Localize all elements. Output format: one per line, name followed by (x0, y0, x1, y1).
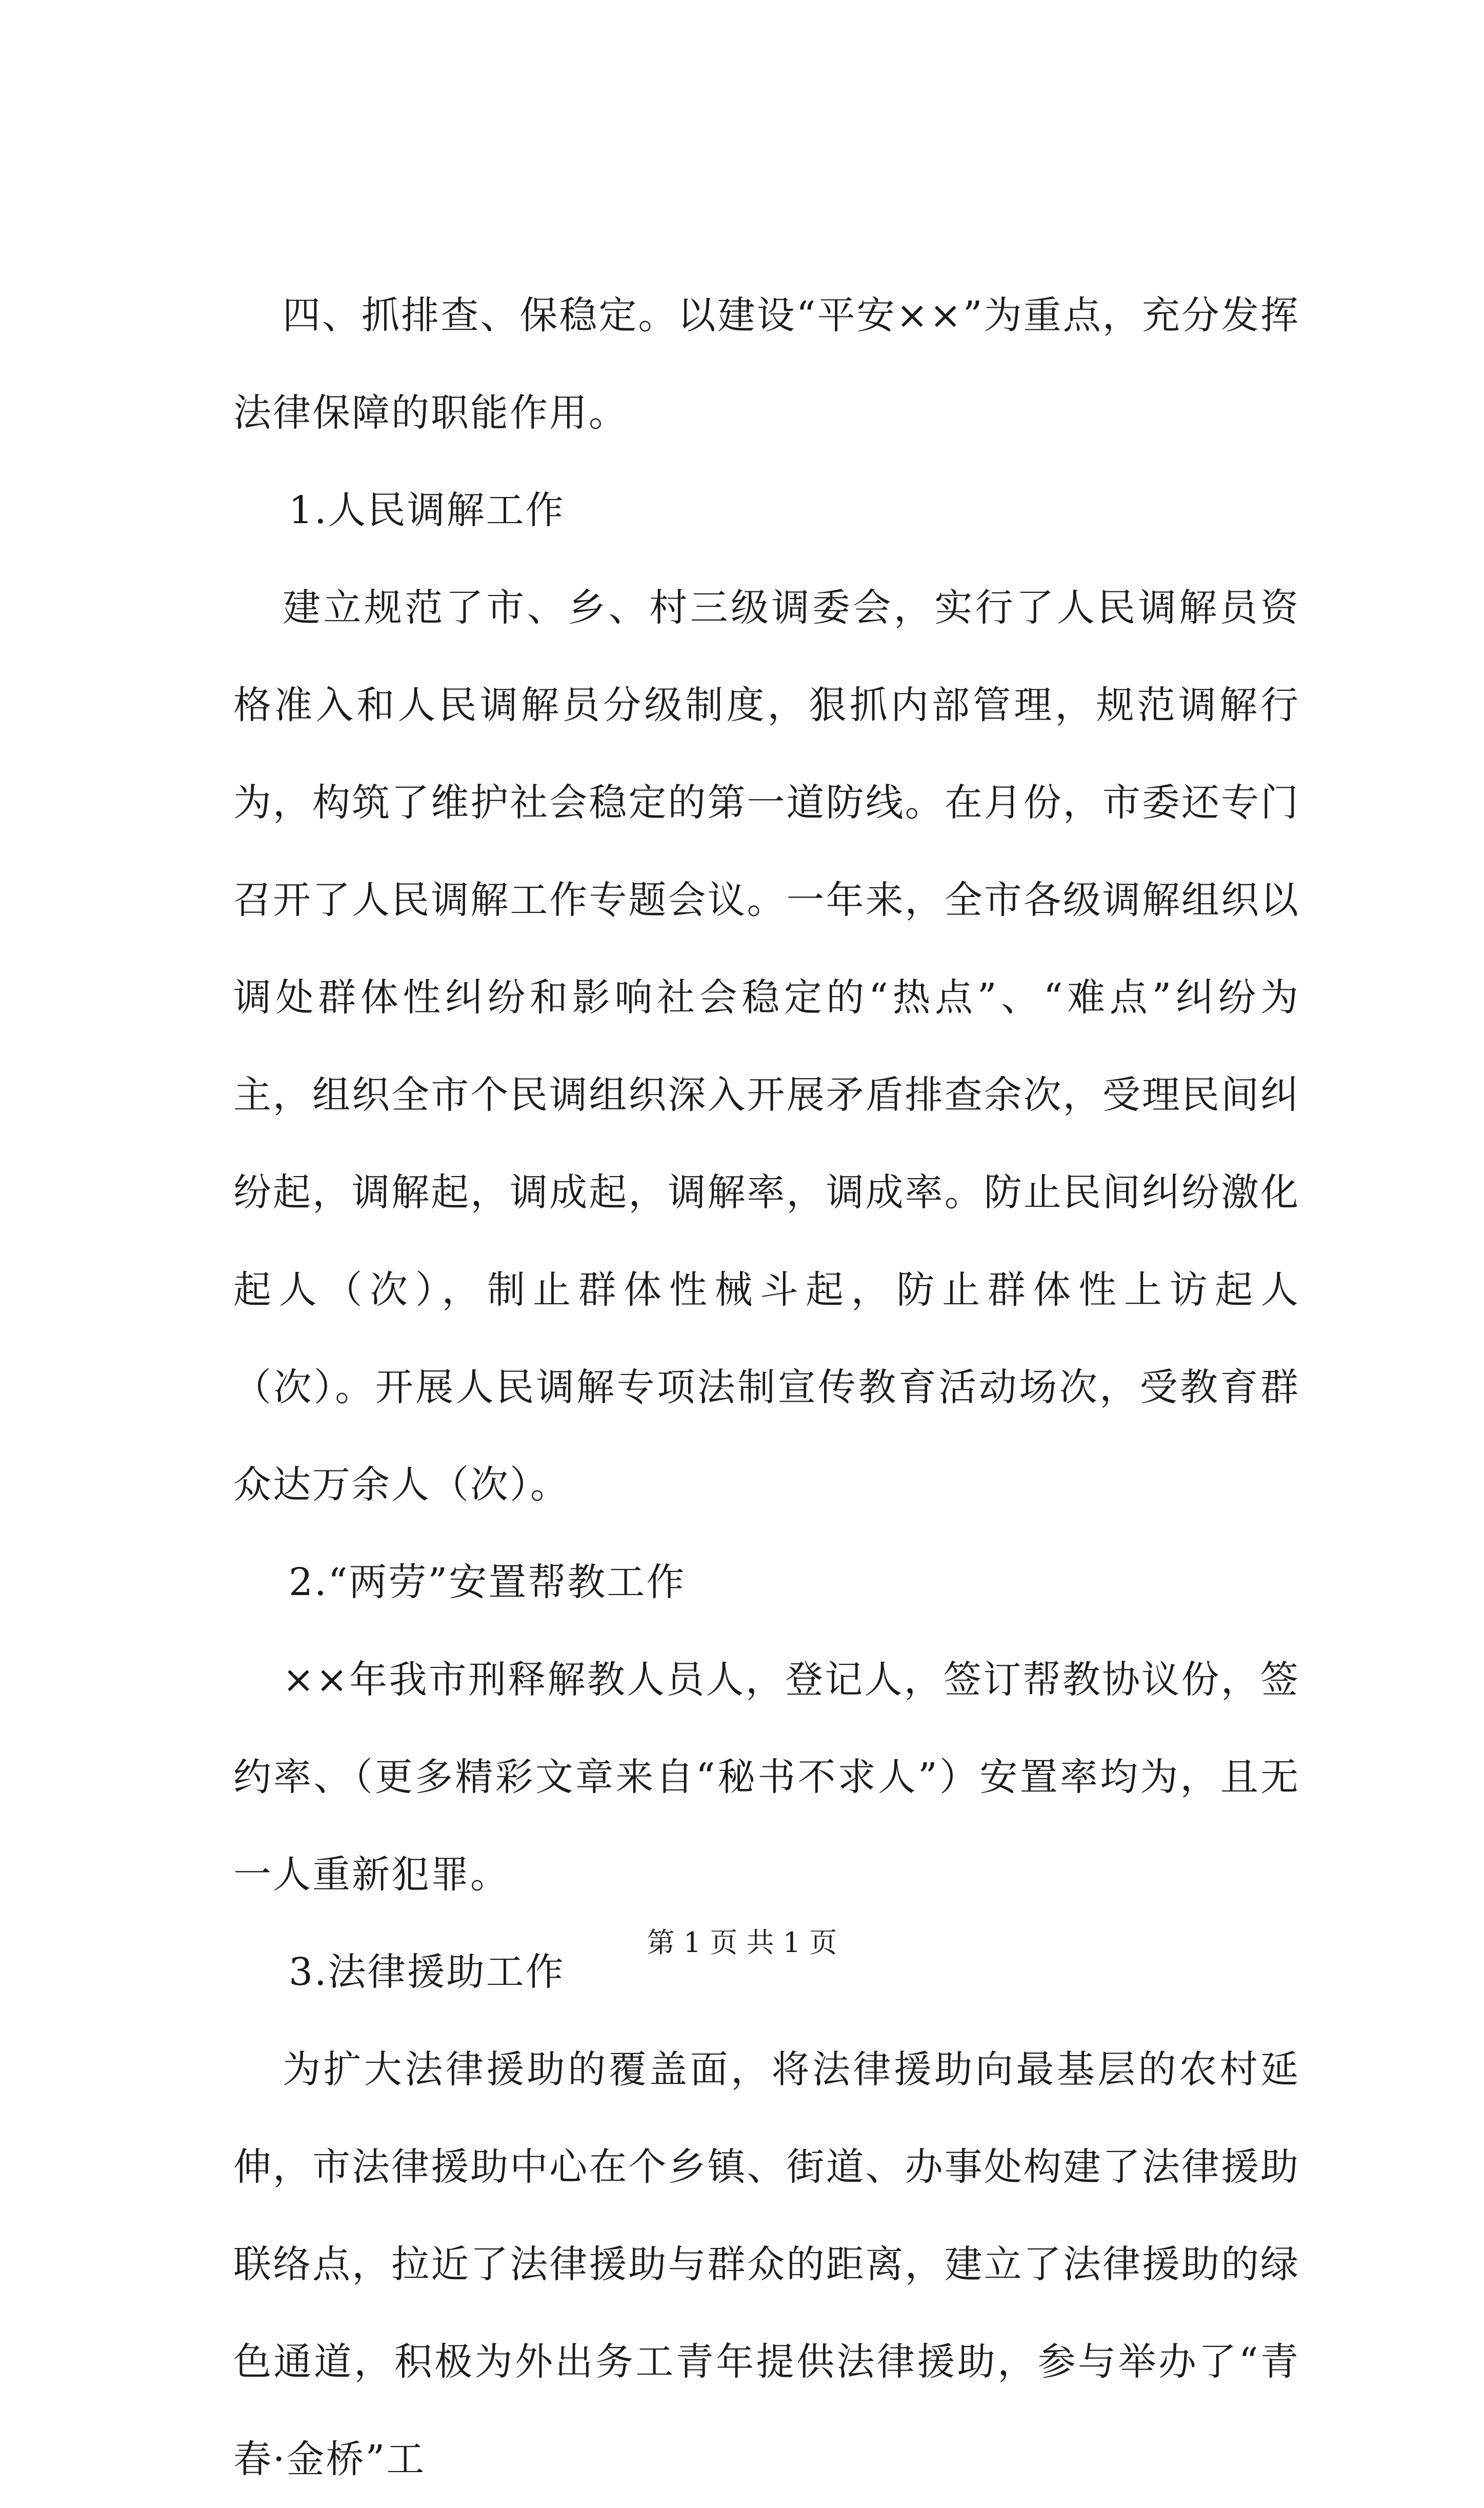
subsection-heading-resettlement: 2.“两劳”安置帮教工作 (289, 1560, 686, 1604)
page-number-footer: 第 1 页 共 1 页 (647, 1926, 837, 1959)
subsection-heading-legal-aid: 3.法律援助工作 (289, 1950, 565, 1994)
subsection-body-legal-aid: 为扩大法律援助的覆盖面，将法律援助向最基层的农村延伸，市法律援助中心在个乡镇、街道、办事处构建了法律援助联络点，拉近了法律援助与群众的距离，建立了法律援助的绿色通道，积极为外出务工青年提供法律援助，参与举办了“青春·金桥”工 (233, 2047, 1300, 2481)
subsection-body-mediation: 建立规范了市、乡、村三级调委会，实行了人民调解员资格准入和人民调解员分级制度，狠抓内部管理，规范调解行为，构筑了维护社会稳定的第一道防线。在月份，市委还专门召开了人民调解工作专题会议。一年来，全市各级调解组织以调处群体性纠纷和影响社会稳定的“热点”、“难点”纠纷为主，组织全市个民调组织深入开展矛盾排查余次，受理民间纠纷起，调解起，调成起，调解率，调成率。防止民间纠纷激化起人（次），制止群体性械斗起，防止群体性上访起人（次）。开展人民调解专项法制宣传教育活动场次，受教育群众达万余人（次）。 (233, 586, 1300, 1507)
subsection-heading-mediation: 1.人民调解工作 (289, 488, 565, 532)
subsection-body-resettlement: ××年我市刑释解教人员人，登记人，签订帮教协议份，签约率、（更多精彩文章来自“秘书不求人”）安置率均为，且无一人重新犯罪。 (233, 1658, 1300, 1897)
document-body (233, 267, 1300, 2508)
section-title: 四、抓排查、保稳定。以建设“平安××”为重点，充分发挥法律保障的职能作用。 (233, 293, 1300, 435)
